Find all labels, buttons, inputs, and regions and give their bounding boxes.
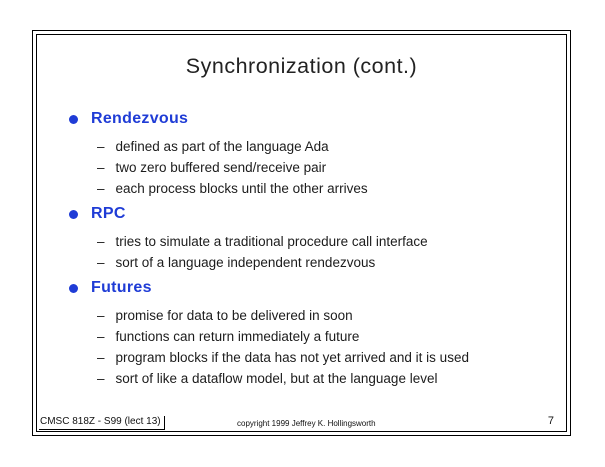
sub-bullet-text: promise for data to be delivered in soon [115,308,353,323]
sub-bullet-text: program blocks if the data has not yet arrived and it is used [115,350,469,365]
dash-icon: – [97,350,105,365]
footer-page-number: 7 [547,415,554,427]
sub-bullet-text: defined as part of the language Ada [115,139,329,154]
slide-outer-frame [32,30,571,436]
sub-bullet-item [37,136,566,157]
bullet-heading-label: Rendezvous [91,110,189,127]
bullet-group-rendezvous [37,109,566,199]
slide-inner-frame [36,34,567,432]
footer-copyright: copyright 1999 Jeffrey K. Hollingsworth [237,419,376,428]
sub-bullet-text: sort of a language independent rendezvous [115,255,376,270]
dash-icon: – [97,139,105,154]
sub-bullet-item [37,347,566,368]
sub-bullet-item [37,368,566,389]
sub-bullet-text: tries to simulate a traditional procedure call interface [115,234,428,249]
bullet-heading-row [37,204,566,224]
bullet-heading-label: Futures [91,279,152,296]
bullet-circle-icon [69,284,78,293]
dash-icon: – [97,329,105,344]
dash-icon: – [97,255,105,270]
bullet-heading-row [37,109,566,129]
sub-bullet-text: two zero buffered send/receive pair [115,160,327,175]
bullet-group-rpc [37,204,566,273]
bullet-circle-icon [69,115,78,124]
sub-bullet-item [37,326,566,347]
bullet-circle-icon [69,210,78,219]
sub-bullet-text: sort of like a dataflow model, but at the language level [115,371,438,386]
slide-title: Synchronization (cont.) [185,54,418,78]
bullet-group-futures [37,278,566,389]
sub-bullet-text: functions can return immediately a future [115,329,360,344]
bullet-heading-label: RPC [91,205,126,222]
slide-body [37,109,566,394]
dash-icon: – [97,181,105,196]
footer-course-label: CMSC 818Z - S99 (lect 13) [39,416,165,430]
dash-icon: – [97,371,105,386]
sub-bullet-item [37,157,566,178]
sub-bullet-item [37,178,566,199]
sub-bullet-item [37,231,566,252]
dash-icon: – [97,308,105,323]
sub-bullet-text: each process blocks until the other arrives [115,181,368,196]
sub-bullet-item [37,305,566,326]
sub-bullet-item [37,252,566,273]
dash-icon: – [97,160,105,175]
dash-icon: – [97,234,105,249]
bullet-heading-row [37,278,566,298]
